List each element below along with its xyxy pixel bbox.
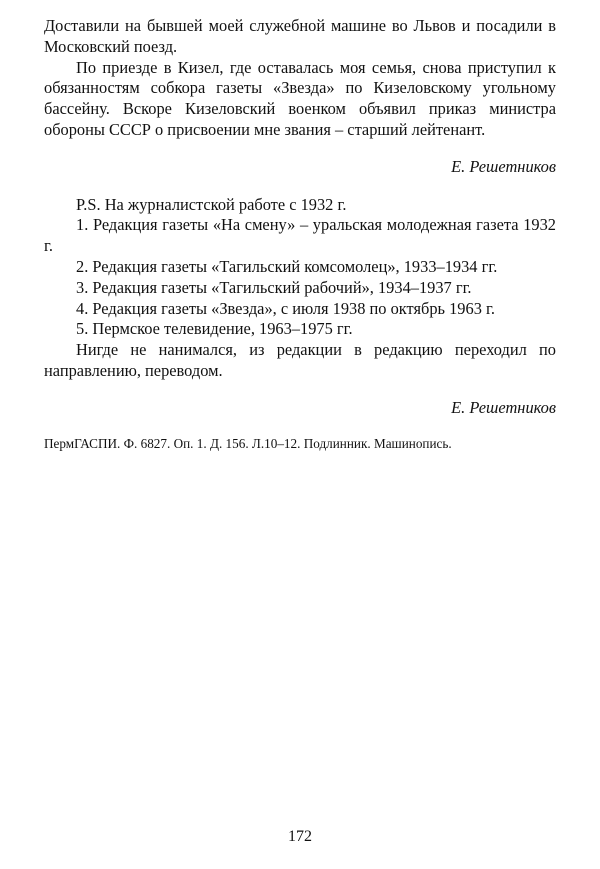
- page-body: [44, 16, 556, 452]
- postscript-signature: Е. Решетников: [451, 397, 556, 417]
- postscript-heading: P.S. На журналистской работе с 1932 г.: [76, 194, 347, 214]
- page-number: 172: [288, 828, 312, 845]
- postscript-closing: Нигде не нанимался, из редакции в редакцию переходил по направлению, переводом.: [44, 340, 556, 380]
- postscript-item: 3. Редакция газеты «Тагильский рабочий», 1934–1937 гг.: [76, 277, 472, 297]
- postscript-item: 1. Редакция газеты «На смену» – уральская молодежная газета 1932 г.: [44, 215, 556, 256]
- postscript-item: 2. Редакция газеты «Тагильский комсомолец», 1933–1934 гг.: [76, 256, 498, 276]
- postscript-item: 5. Пермское телевидение, 1963–1975 гг.: [76, 319, 353, 339]
- memoir-paragraph-1: Доставили на бывшей моей служебной машине во Львов и посадили в Московский поезд.: [44, 16, 556, 56]
- postscript-item: 4. Редакция газеты «Звезда», с июля 1938 по октябрь 1963 г.: [76, 298, 495, 318]
- archive-source-note: ПермГАСПИ. Ф. 6827. Оп. 1. Д. 156. Л.10–12. Подлинник. Машинопись.: [44, 435, 452, 451]
- memoir-paragraph-2: По приезде в Кизел, где оставалась моя семья, снова приступил к обязанностям собкора газеты «Звезда» по Кизеловскому угольному бассейну. Вскоре Кизеловский военком объявил приказ министра обороны СССР о присвоении мне звания – старший лейтенант.: [44, 57, 556, 139]
- memoir-signature: Е. Решетников: [451, 156, 556, 176]
